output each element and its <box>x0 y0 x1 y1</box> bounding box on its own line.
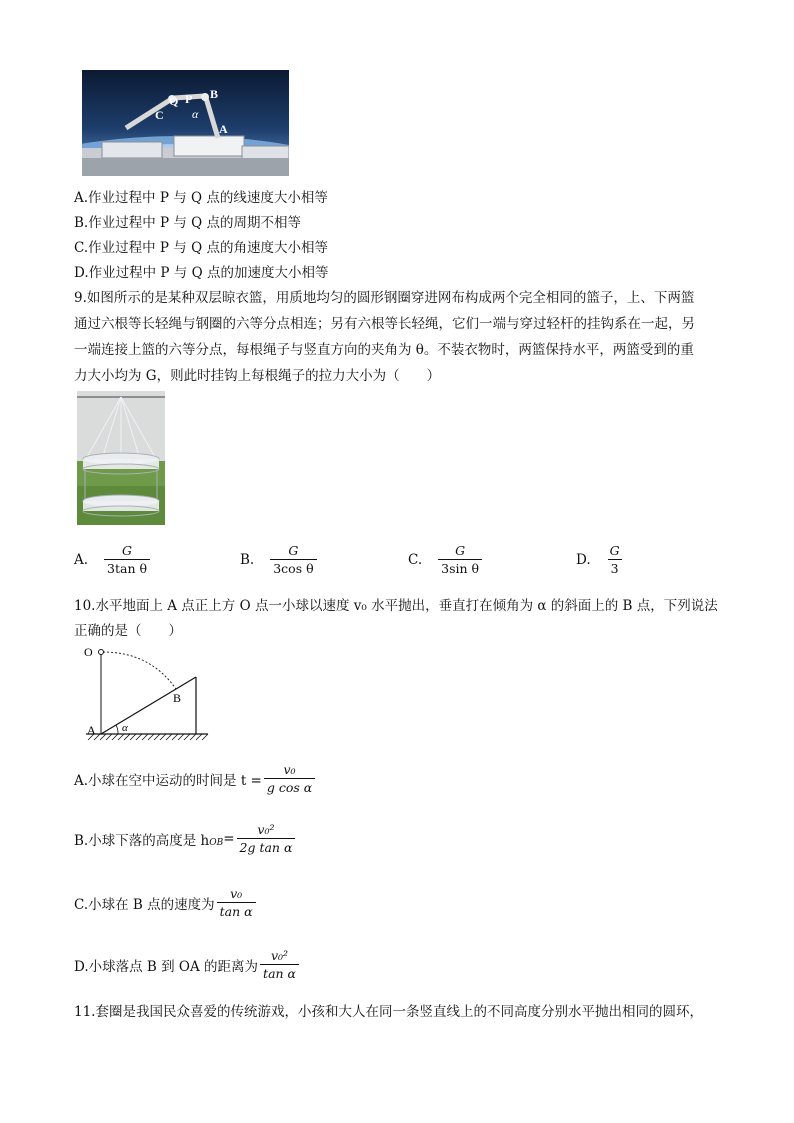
q9-choice-b: B. $\frac{G}{\text{3cos θ}}$ <box>240 543 319 576</box>
q9-stem-line-2: 通过六根等长轻绳与钢圈的六等分点相连；另有六根等长轻绳，它们一端与穿过轻杆的挂钩系在一起，另 <box>74 316 695 332</box>
label-B: B <box>173 691 182 705</box>
q9-stem-line-4: 力大小均为 G，则此时挂钩上每根绳子的拉力大小为（ ） <box>74 368 441 384</box>
q10-option-c-fraction: $\frac{\text{v₀}}{\text{tan α}}$ <box>217 886 256 919</box>
q9-choice-b-fraction: $\frac{G}{\text{3cos θ}}$ <box>270 543 316 576</box>
q10-option-c: C.小球在 B 点的速度为 $\frac{\text{v₀}}{\text{tan α}}$ <box>74 886 258 919</box>
q9-stem-line-1: 9.如图所示的是某种双层晾衣篮，用质地均匀的圆形钢圈穿进网布构成两个完全相同的篮子，上、下两篮 <box>74 290 695 306</box>
label-B: B <box>210 87 219 101</box>
q10-stem-line-1: 10.水平地面上 A 点正上方 O 点一小球以速度 v₀ 水平抛出，垂直打在倾角为 α 的斜面上的 B 点，下列说法 <box>74 598 718 614</box>
label-O: O <box>84 645 93 659</box>
q9-choice-a: A. $\frac{G}{\text{3tan θ}}$ <box>74 543 152 576</box>
label-C: C <box>155 108 164 122</box>
q10-option-a: A.小球在空中运动的时间是 t = $\frac{\text{v₀}}{\text{g cos α}}$ <box>74 762 317 795</box>
q11-stem: 11.套圈是我国民众喜爱的传统游戏，小孩和大人在同一条竖直线上的不同高度分别水平抛出相同的圆环， <box>74 1004 703 1020</box>
q9-choice-a-fraction: $\frac{G}{\text{3tan θ}}$ <box>104 543 150 576</box>
label-A: A <box>87 723 96 737</box>
q8-option-d: D.作业过程中 P 与 Q 点的加速度大小相等 <box>74 265 329 281</box>
label-Q: Q <box>169 94 179 108</box>
q8-option-c: C.作业过程中 P 与 Q 点的角速度大小相等 <box>74 240 328 256</box>
q10-option-b: B.小球下落的高度是 h $_{OB}$ = $\frac{\text{v₀²}}{\text{2g tan α}}$ <box>74 822 297 855</box>
label-alpha: α <box>122 722 128 734</box>
q9-choice-c: C. $\frac{G}{\text{3sin θ}}$ <box>408 543 484 576</box>
label-A: A <box>219 122 228 136</box>
q8-option-a: A.作业过程中 P 与 Q 点的线速度大小相等 <box>74 190 328 206</box>
q9-choice-c-fraction: $\frac{G}{\text{3sin θ}}$ <box>438 543 482 576</box>
q10-stem-line-2: 正确的是（ ） <box>74 623 182 639</box>
drying-basket-illustration <box>77 391 165 525</box>
label-P: P <box>185 92 193 106</box>
q9-choice-d: D. $\frac{G}{3}$ <box>576 543 625 576</box>
q10-option-a-fraction: $\frac{\text{v₀}}{\text{g cos α}}$ <box>264 762 315 795</box>
q10-option-b-fraction: $\frac{\text{v₀²}}{\text{2g tan α}}$ <box>237 822 296 855</box>
label-alpha: α <box>192 107 199 121</box>
incline-diagram-svg <box>80 642 215 744</box>
q10-option-d-fraction: $\frac{\text{v₀²}}{\text{tan α}}$ <box>260 948 299 981</box>
q8-option-b: B.作业过程中 P 与 Q 点的周期不相等 <box>74 215 302 231</box>
projectile-incline-diagram <box>80 642 215 744</box>
q9-choice-d-fraction: $\frac{G}{3}$ <box>609 543 620 576</box>
drying-basket-photo <box>77 391 165 525</box>
space-station-arm-photo <box>82 70 289 176</box>
q9-stem-line-3: 一端连接上篮的六等分点，每根绳子与竖直方向的夹角为 θ。不装衣物时，两篮保持水平，两篮受到的重 <box>74 342 694 358</box>
q10-option-d: D.小球落点 B 到 OA 的距离为 $\frac{\text{v₀²}}{\text{tan α}}$ <box>74 948 301 981</box>
space-station-arm-illustration <box>82 70 289 176</box>
